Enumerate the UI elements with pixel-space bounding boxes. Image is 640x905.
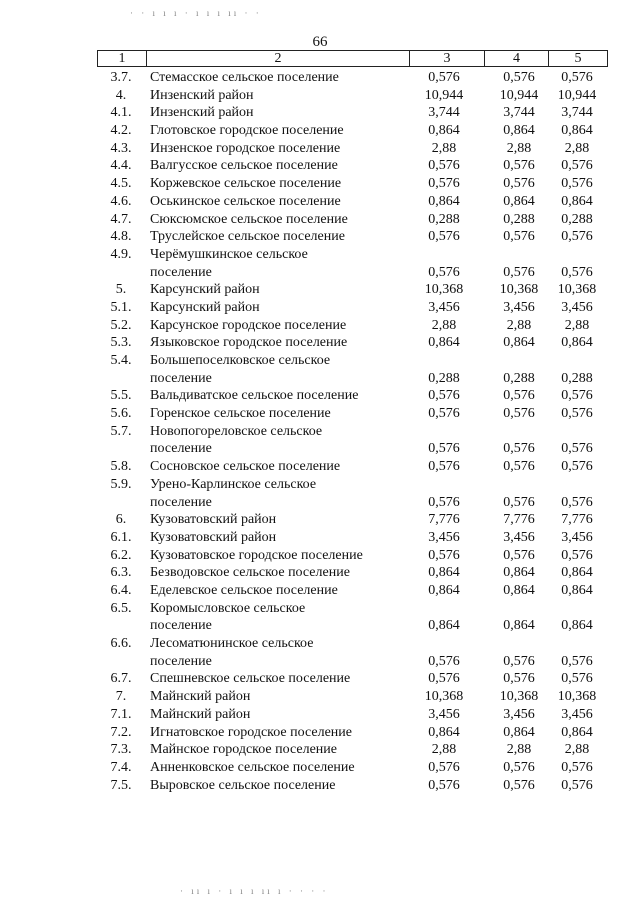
row-name: Кузоватовский район <box>150 529 277 545</box>
row-value-col3: 3,744 <box>428 105 460 121</box>
row-name: Коржевское сельское поселение <box>150 176 342 192</box>
table-row <box>0 141 640 159</box>
row-number: 5.4. <box>110 353 132 369</box>
row-value-col5: 3,456 <box>561 299 593 315</box>
row-name: Коромысловское сельское <box>150 600 306 616</box>
table-row <box>0 742 640 760</box>
row-value-col4: 3,456 <box>503 706 535 722</box>
row-value-col4: 0,576 <box>503 229 535 245</box>
row-number: 5.1. <box>110 299 132 315</box>
row-number: 4.4. <box>110 158 132 174</box>
table-header <box>97 50 608 67</box>
row-name: Карсунское городское поселение <box>150 317 347 333</box>
row-value-col3: 7,776 <box>428 512 460 528</box>
row-value-col5: 0,864 <box>561 565 593 581</box>
row-name: Выровское сельское поселение <box>150 777 336 793</box>
row-value-col3: 3,456 <box>428 529 460 545</box>
row-name: Горенское сельское поселение <box>150 406 331 422</box>
row-number: 4.2. <box>110 123 132 139</box>
row-value-col5: 0,864 <box>561 618 593 634</box>
row-value-col3: 0,864 <box>428 123 460 139</box>
row-value-col4: 10,368 <box>499 689 539 705</box>
header-col-2: 2 <box>147 51 410 67</box>
header-col-5: 5 <box>549 51 608 67</box>
row-name: Инзенский район <box>150 105 254 121</box>
row-value-col3: 0,576 <box>428 653 460 669</box>
row-value-col4: 7,776 <box>503 512 535 528</box>
row-number: 4.9. <box>110 246 132 262</box>
row-number: 6.5. <box>110 600 132 616</box>
row-name: Кузоватовский район <box>150 512 277 528</box>
row-value-col4: 0,576 <box>503 653 535 669</box>
row-value-col3: 10,368 <box>424 282 464 298</box>
row-number: 7.4. <box>110 759 132 775</box>
row-value-col5: 0,864 <box>561 335 593 351</box>
row-number: 4.7. <box>110 211 132 227</box>
row-number: 6.3. <box>110 565 132 581</box>
row-name: Сюксюмское сельское поселение <box>150 211 348 227</box>
row-value-col3: 2,88 <box>431 742 457 758</box>
table-row <box>0 282 640 300</box>
row-value-col4: 2,88 <box>506 317 532 333</box>
row-value-col3: 0,576 <box>428 459 460 475</box>
table-row <box>0 318 640 336</box>
row-value-col5: 0,864 <box>561 123 593 139</box>
row-number: 5.6. <box>110 406 132 422</box>
row-number: 4.1. <box>110 105 132 121</box>
table-row <box>0 247 640 282</box>
header-col-3: 3 <box>410 51 485 67</box>
row-value-col3: 2,88 <box>431 140 457 156</box>
row-name: поселение <box>150 441 212 457</box>
row-number: 3.7. <box>110 70 132 85</box>
table-row <box>0 548 640 566</box>
row-value-col5: 3,744 <box>561 105 593 121</box>
row-number: 6. <box>115 512 127 528</box>
row-value-col5: 0,288 <box>561 370 593 386</box>
table-row <box>0 70 640 88</box>
row-number: 5.2. <box>110 317 132 333</box>
row-name: Большепоселковское сельское <box>150 353 331 369</box>
row-name: Вальдиватское сельское поселение <box>150 388 359 404</box>
row-value-col5: 7,776 <box>561 512 593 528</box>
row-value-col4: 0,576 <box>503 176 535 192</box>
table-row <box>0 300 640 318</box>
row-value-col3: 0,864 <box>428 565 460 581</box>
table-row <box>0 725 640 743</box>
scan-noise-bottom: · ıı ı · ı ı ı ıı ı · · · · <box>180 886 329 896</box>
row-name: Майнский район <box>150 689 251 705</box>
row-value-col3: 0,864 <box>428 583 460 598</box>
row-value-col4: 10,944 <box>499 87 539 103</box>
row-value-col5: 10,368 <box>557 282 597 298</box>
row-value-col5: 10,368 <box>557 689 597 705</box>
row-value-col4: 0,864 <box>503 724 535 740</box>
table-row <box>0 229 640 247</box>
row-value-col3: 0,576 <box>428 441 460 457</box>
row-value-col3: 2,88 <box>431 317 457 333</box>
row-number: 5.5. <box>110 388 132 404</box>
row-name: Инзенский район <box>150 87 254 103</box>
row-value-col4: 0,864 <box>503 335 535 351</box>
table-row <box>0 212 640 230</box>
table-row <box>0 565 640 583</box>
row-value-col4: 0,864 <box>503 123 535 139</box>
row-value-col3: 0,864 <box>428 335 460 351</box>
row-number: 7.3. <box>110 742 132 758</box>
table-row <box>0 583 640 601</box>
row-value-col5: 0,576 <box>561 70 593 85</box>
row-name: поселение <box>150 264 212 280</box>
row-number: 7.2. <box>110 724 132 740</box>
row-value-col3: 0,576 <box>428 158 460 174</box>
row-value-col4: 3,744 <box>503 105 535 121</box>
row-number: 6.1. <box>110 529 132 545</box>
row-value-col5: 0,576 <box>561 158 593 174</box>
row-value-col4: 0,576 <box>503 264 535 280</box>
header-col-4: 4 <box>485 51 549 67</box>
row-value-col3: 0,576 <box>428 494 460 510</box>
row-value-col3: 0,288 <box>428 370 460 386</box>
table-row <box>0 194 640 212</box>
row-name: Труслейское сельское поселение <box>150 229 345 245</box>
row-number: 7. <box>115 689 127 705</box>
row-value-col5: 3,456 <box>561 706 593 722</box>
page-number: 66 <box>312 34 328 50</box>
row-number: 6.4. <box>110 583 132 598</box>
row-value-col5: 0,576 <box>561 777 593 793</box>
table-row <box>0 778 640 796</box>
row-number: 5.7. <box>110 423 132 439</box>
row-value-col5: 0,864 <box>561 193 593 209</box>
row-value-col3: 3,456 <box>428 706 460 722</box>
row-name: Глотовское городское поселение <box>150 123 344 139</box>
row-value-col3: 10,944 <box>424 87 464 103</box>
row-value-col3: 0,576 <box>428 547 460 563</box>
row-value-col4: 0,576 <box>503 441 535 457</box>
row-value-col3: 0,576 <box>428 671 460 687</box>
row-number: 6.6. <box>110 636 132 652</box>
row-value-col3: 3,456 <box>428 299 460 315</box>
row-value-col5: 0,576 <box>561 229 593 245</box>
row-name: Карсунский район <box>150 282 260 298</box>
table-row <box>0 707 640 725</box>
row-value-col4: 0,864 <box>503 618 535 634</box>
row-name: Кузоватовское городское поселение <box>150 547 363 563</box>
row-value-col3: 0,576 <box>428 176 460 192</box>
table-row <box>0 176 640 194</box>
row-value-col4: 0,576 <box>503 671 535 687</box>
row-value-col4: 0,576 <box>503 459 535 475</box>
row-value-col5: 0,864 <box>561 583 593 598</box>
row-number: 5.3. <box>110 335 132 351</box>
row-value-col3: 0,864 <box>428 618 460 634</box>
row-value-col4: 0,288 <box>503 370 535 386</box>
table-row <box>0 123 640 141</box>
row-name: Черёмушкинское сельское <box>150 246 308 262</box>
row-number: 7.1. <box>110 706 132 722</box>
row-value-col3: 0,576 <box>428 388 460 404</box>
row-number: 6.2. <box>110 547 132 563</box>
row-value-col4: 0,576 <box>503 70 535 85</box>
table-row <box>0 477 640 512</box>
row-value-col4: 0,864 <box>503 193 535 209</box>
row-number: 5. <box>115 282 127 298</box>
row-value-col3: 0,576 <box>428 406 460 422</box>
row-value-col5: 0,576 <box>561 653 593 669</box>
row-value-col4: 0,576 <box>503 547 535 563</box>
row-value-col5: 2,88 <box>564 317 590 333</box>
row-name: Карсунский район <box>150 299 260 315</box>
row-value-col3: 10,368 <box>424 689 464 705</box>
row-value-col4: 0,576 <box>503 494 535 510</box>
row-name: поселение <box>150 653 212 669</box>
table-row <box>0 601 640 636</box>
table-row <box>0 105 640 123</box>
row-number: 4. <box>115 87 127 103</box>
row-value-col3: 0,576 <box>428 264 460 280</box>
table-row <box>0 689 640 707</box>
row-number: 4.5. <box>110 176 132 192</box>
row-value-col4: 3,456 <box>503 529 535 545</box>
row-value-col5: 0,576 <box>561 406 593 422</box>
table-row <box>0 636 640 671</box>
header-col-1: 1 <box>98 51 147 67</box>
row-value-col5: 0,576 <box>561 388 593 404</box>
row-name: Безводовское сельское поселение <box>150 565 350 581</box>
table-row <box>0 459 640 477</box>
row-value-col3: 0,576 <box>428 759 460 775</box>
row-value-col5: 0,576 <box>561 459 593 475</box>
row-name: Сосновское сельское поселение <box>150 459 341 475</box>
row-name: Стемасское сельское поселение <box>150 70 339 85</box>
row-value-col5: 0,288 <box>561 211 593 227</box>
row-value-col4: 0,864 <box>503 583 535 598</box>
row-name: Еделевское сельское поселение <box>150 583 338 598</box>
row-name: Новопогореловское сельское <box>150 423 323 439</box>
row-value-col4: 2,88 <box>506 742 532 758</box>
row-name: Игнатовское городское поселение <box>150 724 352 740</box>
row-number: 5.8. <box>110 459 132 475</box>
row-name: Лесоматюнинское сельское <box>150 636 314 652</box>
row-number: 5.9. <box>110 476 132 492</box>
table-row <box>0 760 640 778</box>
row-value-col4: 10,368 <box>499 282 539 298</box>
row-name: Валгусское сельское поселение <box>150 158 338 174</box>
row-number: 6.7. <box>110 671 132 687</box>
row-name: Оськинское сельское поселение <box>150 193 341 209</box>
row-number: 7.5. <box>110 777 132 793</box>
row-value-col5: 2,88 <box>564 140 590 156</box>
row-value-col4: 0,576 <box>503 777 535 793</box>
row-value-col5: 0,576 <box>561 176 593 192</box>
row-value-col5: 0,576 <box>561 494 593 510</box>
table-row <box>0 158 640 176</box>
row-name: Урено-Карлинское сельское <box>150 476 317 492</box>
table-row <box>0 512 640 530</box>
row-value-col4: 0,576 <box>503 406 535 422</box>
row-value-col5: 0,576 <box>561 547 593 563</box>
row-name: Языковское городское поселение <box>150 335 348 351</box>
row-number: 4.6. <box>110 193 132 209</box>
row-value-col5: 0,576 <box>561 759 593 775</box>
row-name: Майнское городское поселение <box>150 742 337 758</box>
row-name: поселение <box>150 618 212 634</box>
table-body <box>0 70 640 795</box>
row-value-col4: 3,456 <box>503 299 535 315</box>
row-value-col4: 0,576 <box>503 759 535 775</box>
table-row <box>0 88 640 106</box>
row-value-col5: 3,456 <box>561 529 593 545</box>
row-name: Анненковское сельское поселение <box>150 759 355 775</box>
row-value-col3: 0,864 <box>428 193 460 209</box>
row-name: поселение <box>150 370 212 386</box>
table-row <box>0 353 640 388</box>
row-name: Спешневское сельское поселение <box>150 671 351 687</box>
row-value-col5: 10,944 <box>557 87 597 103</box>
row-value-col3: 0,864 <box>428 724 460 740</box>
table-row <box>0 424 640 459</box>
table-row <box>0 388 640 406</box>
row-value-col5: 2,88 <box>564 742 590 758</box>
row-value-col3: 0,576 <box>428 777 460 793</box>
row-name: поселение <box>150 494 212 510</box>
scan-noise-top: · · ı ı ı · ı ı ı ıı · · <box>130 8 262 18</box>
row-name: Майнский район <box>150 706 251 722</box>
row-value-col4: 0,576 <box>503 158 535 174</box>
row-value-col4: 0,576 <box>503 388 535 404</box>
row-value-col3: 0,288 <box>428 211 460 227</box>
row-value-col5: 0,576 <box>561 264 593 280</box>
row-value-col3: 0,576 <box>428 70 460 85</box>
row-name: Инзенское городское поселение <box>150 140 341 156</box>
row-number: 4.3. <box>110 140 132 156</box>
row-value-col4: 0,864 <box>503 565 535 581</box>
table-row <box>0 406 640 424</box>
row-value-col5: 0,576 <box>561 441 593 457</box>
table-row <box>0 671 640 689</box>
row-value-col5: 0,864 <box>561 724 593 740</box>
table-row <box>0 530 640 548</box>
table-row <box>0 335 640 353</box>
row-value-col5: 0,576 <box>561 671 593 687</box>
row-value-col4: 0,288 <box>503 211 535 227</box>
row-value-col4: 2,88 <box>506 140 532 156</box>
row-value-col3: 0,576 <box>428 229 460 245</box>
row-number: 4.8. <box>110 229 132 245</box>
